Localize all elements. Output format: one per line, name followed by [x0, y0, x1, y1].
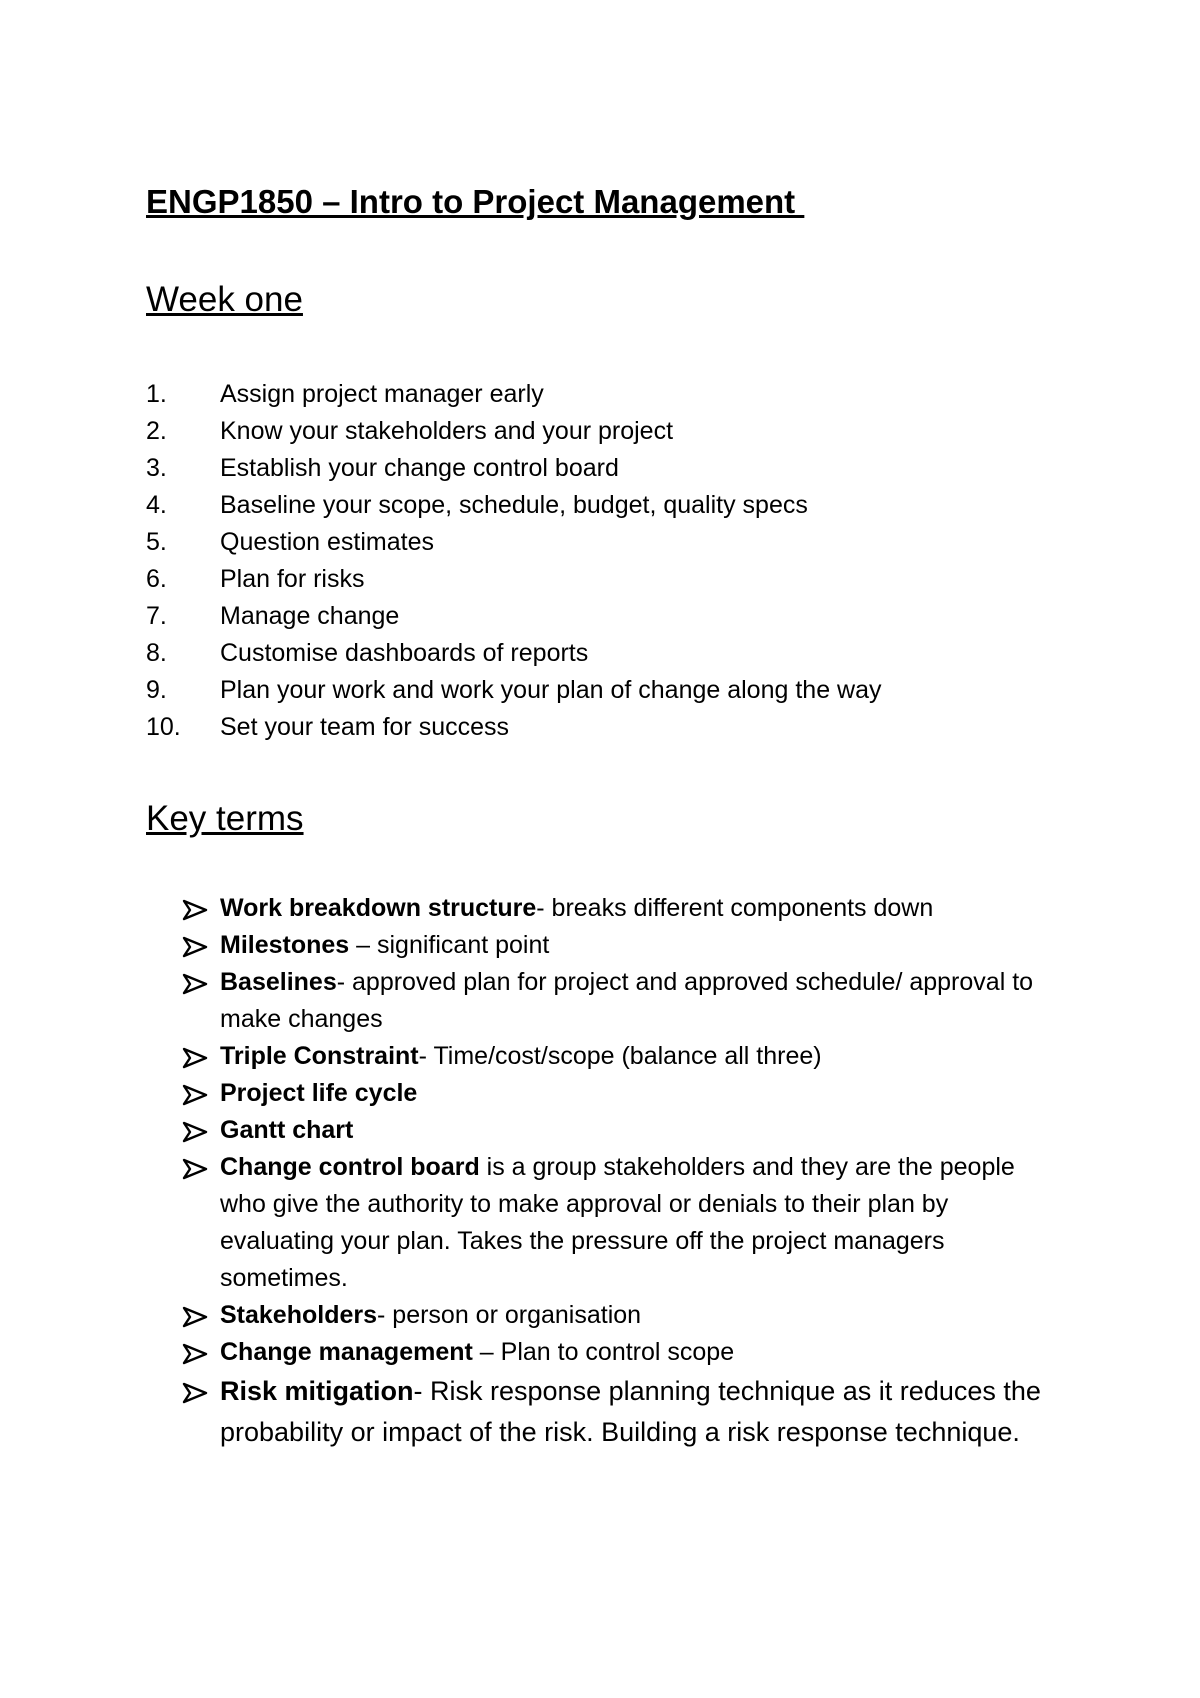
arrow-bullet-icon — [182, 1084, 208, 1106]
list-item-text: Plan for risks — [220, 565, 365, 593]
list-item-text: Establish your change control board — [220, 454, 619, 482]
key-term-item — [146, 1075, 1066, 1112]
arrow-bullet-icon — [182, 1343, 208, 1365]
list-item-text: Customise dashboards of reports — [220, 639, 589, 667]
list-item-text: Manage change — [220, 602, 400, 630]
key-term-definition: is a group stakeholders and they are the people who give the authority to make approval or denials to their plan by evaluating your plan. Takes the pressure off the project managers sometimes. — [220, 1153, 1015, 1292]
key-term-definition: - approved plan for project and approved schedule/ approval to make changes — [220, 968, 1034, 1033]
key-term-definition: - breaks different components down — [536, 894, 934, 922]
arrow-bullet-icon — [182, 899, 208, 921]
arrow-bullet-icon — [182, 1382, 208, 1404]
arrow-bullet-icon — [182, 973, 208, 995]
key-term-item — [146, 964, 1066, 1038]
key-term-name: Work breakdown structure — [220, 894, 537, 922]
key-term-name: Milestones — [220, 931, 350, 959]
list-number: 9. — [146, 676, 167, 704]
list-item-text: Set your team for success — [220, 713, 510, 741]
key-term-definition: - Time/cost/scope (balance all three) — [418, 1042, 822, 1070]
key-term-name: Stakeholders — [220, 1301, 378, 1329]
key-term-name: Change management — [220, 1338, 473, 1366]
list-item-text: Plan your work and work your plan of change along the way — [220, 676, 882, 704]
week-one-heading: Week one — [146, 280, 303, 319]
list-item-text: Question estimates — [220, 528, 434, 556]
key-term-item — [146, 1149, 1066, 1297]
list-number: 7. — [146, 602, 167, 630]
arrow-bullet-icon — [182, 1158, 208, 1180]
key-term-definition: - person or organisation — [377, 1301, 642, 1329]
list-number: 8. — [146, 639, 167, 667]
list-item — [146, 635, 882, 672]
list-number: 4. — [146, 491, 167, 519]
list-item — [146, 709, 882, 746]
list-number: 10. — [146, 713, 181, 741]
key-terms-list — [146, 890, 1066, 1453]
list-item — [146, 561, 882, 598]
key-term-definition: - Risk response planning technique as it reduces the probability or impact of the risk. Building a risk response technique. — [220, 1376, 1041, 1447]
list-number: 1. — [146, 380, 167, 408]
list-number: 2. — [146, 417, 167, 445]
key-term-item — [146, 1112, 1066, 1149]
list-item — [146, 524, 882, 561]
key-term-definition: – Plan to control scope — [472, 1338, 735, 1366]
key-term-name: Change control board — [220, 1153, 480, 1181]
list-item — [146, 672, 882, 709]
arrow-bullet-icon — [182, 1047, 208, 1069]
key-terms-heading: Key terms — [146, 799, 304, 838]
list-item — [146, 413, 882, 450]
list-item-text: Baseline your scope, schedule, budget, quality specs — [220, 491, 808, 519]
list-item-text: Assign project manager early — [220, 380, 544, 408]
arrow-bullet-icon — [182, 1121, 208, 1143]
list-item — [146, 376, 882, 413]
key-term-name: Project life cycle — [220, 1079, 418, 1107]
key-term-name: Baselines — [220, 968, 337, 996]
key-term-item — [146, 1297, 1066, 1334]
key-term-item — [146, 1038, 1066, 1075]
key-term-name: Risk mitigation — [220, 1376, 414, 1406]
key-term-item — [146, 927, 1066, 964]
list-item — [146, 450, 882, 487]
document-title: ENGP1850 – Intro to Project Management — [146, 183, 805, 220]
key-term-definition: – significant point — [349, 931, 550, 959]
steps-list — [146, 376, 882, 746]
key-term-item — [146, 1334, 1066, 1371]
list-number: 5. — [146, 528, 167, 556]
arrow-bullet-icon — [182, 936, 208, 958]
key-term-item — [146, 890, 1066, 927]
arrow-bullet-icon — [182, 1306, 208, 1328]
list-item — [146, 487, 882, 524]
list-item — [146, 598, 882, 635]
key-term-name: Triple Constraint — [220, 1042, 419, 1070]
key-term-item — [146, 1371, 1066, 1453]
list-number: 6. — [146, 565, 167, 593]
list-item-text: Know your stakeholders and your project — [220, 417, 674, 445]
list-number: 3. — [146, 454, 167, 482]
key-term-name: Gantt chart — [220, 1116, 354, 1144]
